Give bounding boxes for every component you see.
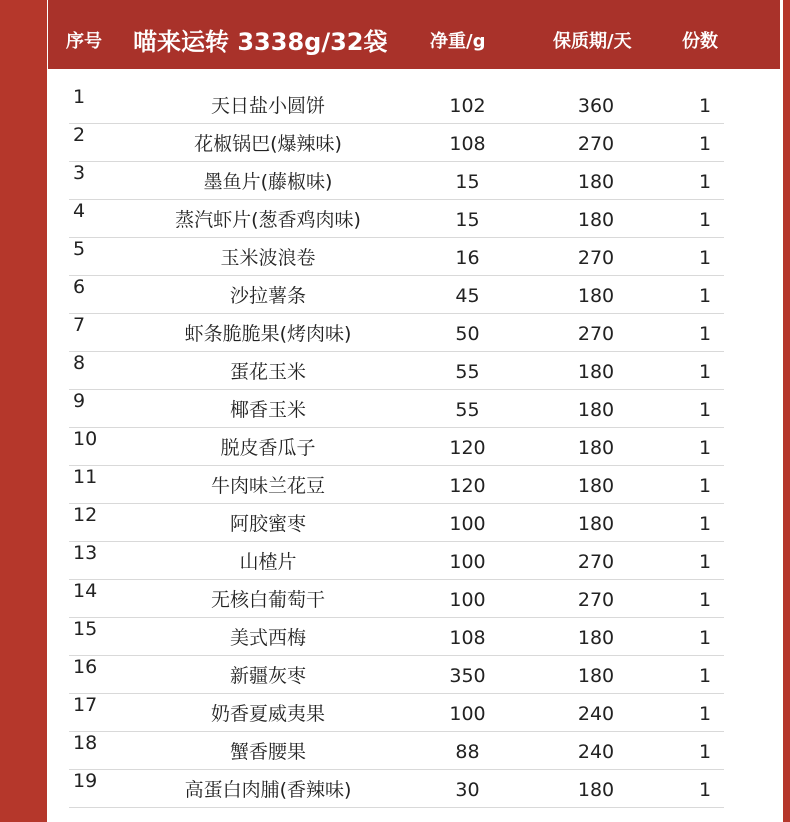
row-weight: 30 [455, 779, 480, 801]
table-row [0, 278, 790, 316]
row-shelf-life: 180 [577, 513, 615, 535]
row-quantity: 1 [698, 551, 712, 573]
row-weight: 88 [455, 741, 480, 763]
table-row [0, 544, 790, 582]
row-divider [69, 579, 724, 580]
row-shelf-life: 180 [577, 171, 615, 193]
row-shelf-life: 180 [577, 627, 615, 649]
row-name: 虾条脆脆果(烤肉味) [184, 323, 352, 345]
row-weight: 16 [455, 247, 480, 269]
row-shelf-life: 270 [577, 551, 615, 573]
row-divider [69, 541, 724, 542]
row-divider [69, 275, 724, 276]
row-seq: 1 [73, 86, 86, 108]
row-name: 花椒锅巴(爆辣味) [194, 133, 342, 155]
row-weight: 120 [449, 437, 486, 459]
row-shelf-life: 270 [577, 589, 615, 611]
header-title: 喵来运转 3338g/32袋 [133, 28, 388, 56]
row-quantity: 1 [698, 361, 712, 383]
table-row [0, 468, 790, 506]
row-divider [69, 427, 724, 428]
row-quantity: 1 [698, 513, 712, 535]
row-seq: 3 [73, 162, 86, 184]
row-seq: 9 [73, 390, 86, 412]
row-shelf-life: 180 [577, 665, 615, 687]
row-name: 高蛋白肉脯(香辣味) [184, 779, 352, 801]
row-name: 牛肉味兰花豆 [210, 475, 325, 497]
row-quantity: 1 [698, 437, 712, 459]
row-shelf-life: 270 [577, 247, 615, 269]
row-divider [69, 807, 724, 808]
row-weight: 55 [455, 399, 480, 421]
row-weight: 102 [449, 95, 486, 117]
row-seq: 16 [73, 656, 98, 678]
row-seq: 12 [73, 504, 98, 526]
row-seq: 14 [73, 580, 98, 602]
row-weight: 100 [449, 513, 486, 535]
row-divider [69, 389, 724, 390]
row-name: 阿胶蜜枣 [229, 513, 306, 535]
row-name: 玉米波浪卷 [220, 247, 316, 269]
row-divider [69, 693, 724, 694]
row-shelf-life: 270 [577, 323, 615, 345]
row-shelf-life: 360 [577, 95, 615, 117]
row-quantity: 1 [698, 703, 712, 725]
row-seq: 8 [73, 352, 86, 374]
row-seq: 10 [73, 428, 98, 450]
row-weight: 15 [455, 171, 480, 193]
row-seq: 7 [73, 314, 86, 336]
row-seq: 11 [73, 466, 98, 488]
header-seq-label: 序号 [66, 31, 102, 52]
row-shelf-life: 180 [577, 475, 615, 497]
row-divider [69, 655, 724, 656]
row-seq: 4 [73, 200, 86, 222]
row-divider [69, 769, 724, 770]
row-shelf-life: 270 [577, 133, 615, 155]
row-quantity: 1 [698, 627, 712, 649]
row-quantity: 1 [698, 665, 712, 687]
row-name: 美式西梅 [229, 627, 306, 649]
row-name: 蟹香腰果 [229, 741, 306, 763]
row-seq: 6 [73, 276, 86, 298]
table-row [0, 696, 790, 734]
row-name: 蒸汽虾片(葱香鸡肉味) [175, 209, 361, 231]
row-seq: 18 [73, 732, 98, 754]
row-name: 奶香夏威夷果 [210, 703, 325, 725]
row-weight: 55 [455, 361, 480, 383]
row-name: 蛋花玉米 [229, 361, 306, 383]
row-weight: 45 [455, 285, 480, 307]
row-divider [69, 123, 724, 124]
table-row [0, 392, 790, 430]
row-quantity: 1 [698, 779, 712, 801]
row-divider [69, 351, 724, 352]
header-weight-label: 净重/g [430, 31, 486, 52]
row-weight: 120 [449, 475, 486, 497]
row-quantity: 1 [698, 323, 712, 345]
row-name: 山楂片 [239, 551, 297, 573]
table-row [0, 772, 790, 810]
header-shelf-life-label: 保质期/天 [553, 31, 632, 52]
row-name: 脱皮香瓜子 [220, 437, 316, 459]
row-seq: 19 [73, 770, 98, 792]
row-shelf-life: 180 [577, 437, 615, 459]
row-divider [69, 731, 724, 732]
row-quantity: 1 [698, 95, 712, 117]
table-row [0, 88, 790, 126]
row-shelf-life: 180 [577, 779, 615, 801]
row-shelf-life: 180 [577, 361, 615, 383]
row-quantity: 1 [698, 171, 712, 193]
table-row [0, 164, 790, 202]
row-weight: 108 [449, 627, 486, 649]
row-divider [69, 503, 724, 504]
row-divider [69, 199, 724, 200]
row-shelf-life: 240 [577, 741, 615, 763]
table-row [0, 506, 790, 544]
row-quantity: 1 [698, 589, 712, 611]
row-weight: 108 [449, 133, 486, 155]
table-row [0, 658, 790, 696]
row-weight: 100 [449, 589, 486, 611]
row-name: 新疆灰枣 [229, 665, 306, 687]
row-shelf-life: 180 [577, 209, 615, 231]
row-seq: 13 [73, 542, 98, 564]
row-name: 椰香玉米 [229, 399, 306, 421]
table-row [0, 734, 790, 772]
row-weight: 100 [449, 703, 486, 725]
row-weight: 15 [455, 209, 480, 231]
row-name: 无核白葡萄干 [210, 589, 325, 611]
row-shelf-life: 180 [577, 399, 615, 421]
row-divider [69, 465, 724, 466]
row-quantity: 1 [698, 475, 712, 497]
row-seq: 2 [73, 124, 86, 146]
header-quantity-label: 份数 [682, 31, 718, 52]
row-divider [69, 237, 724, 238]
table-row [0, 126, 790, 164]
row-divider [69, 161, 724, 162]
table-row [0, 430, 790, 468]
table-row [0, 582, 790, 620]
row-weight: 50 [455, 323, 480, 345]
table-row [0, 240, 790, 278]
row-seq: 5 [73, 238, 86, 260]
row-quantity: 1 [698, 247, 712, 269]
row-name: 墨鱼片(藤椒味) [203, 171, 333, 193]
row-quantity: 1 [698, 133, 712, 155]
row-shelf-life: 180 [577, 285, 615, 307]
row-seq: 17 [73, 694, 98, 716]
row-divider [69, 313, 724, 314]
table-row [0, 202, 790, 240]
row-weight: 100 [449, 551, 486, 573]
row-seq: 15 [73, 618, 98, 640]
row-name: 天日盐小圆饼 [210, 95, 325, 117]
table-row [0, 620, 790, 658]
row-quantity: 1 [698, 209, 712, 231]
table-row [0, 354, 790, 392]
row-quantity: 1 [698, 285, 712, 307]
row-weight: 350 [449, 665, 486, 687]
row-name: 沙拉薯条 [229, 285, 306, 307]
row-quantity: 1 [698, 741, 712, 763]
table-row [0, 316, 790, 354]
row-divider [69, 617, 724, 618]
row-shelf-life: 240 [577, 703, 615, 725]
row-quantity: 1 [698, 399, 712, 421]
